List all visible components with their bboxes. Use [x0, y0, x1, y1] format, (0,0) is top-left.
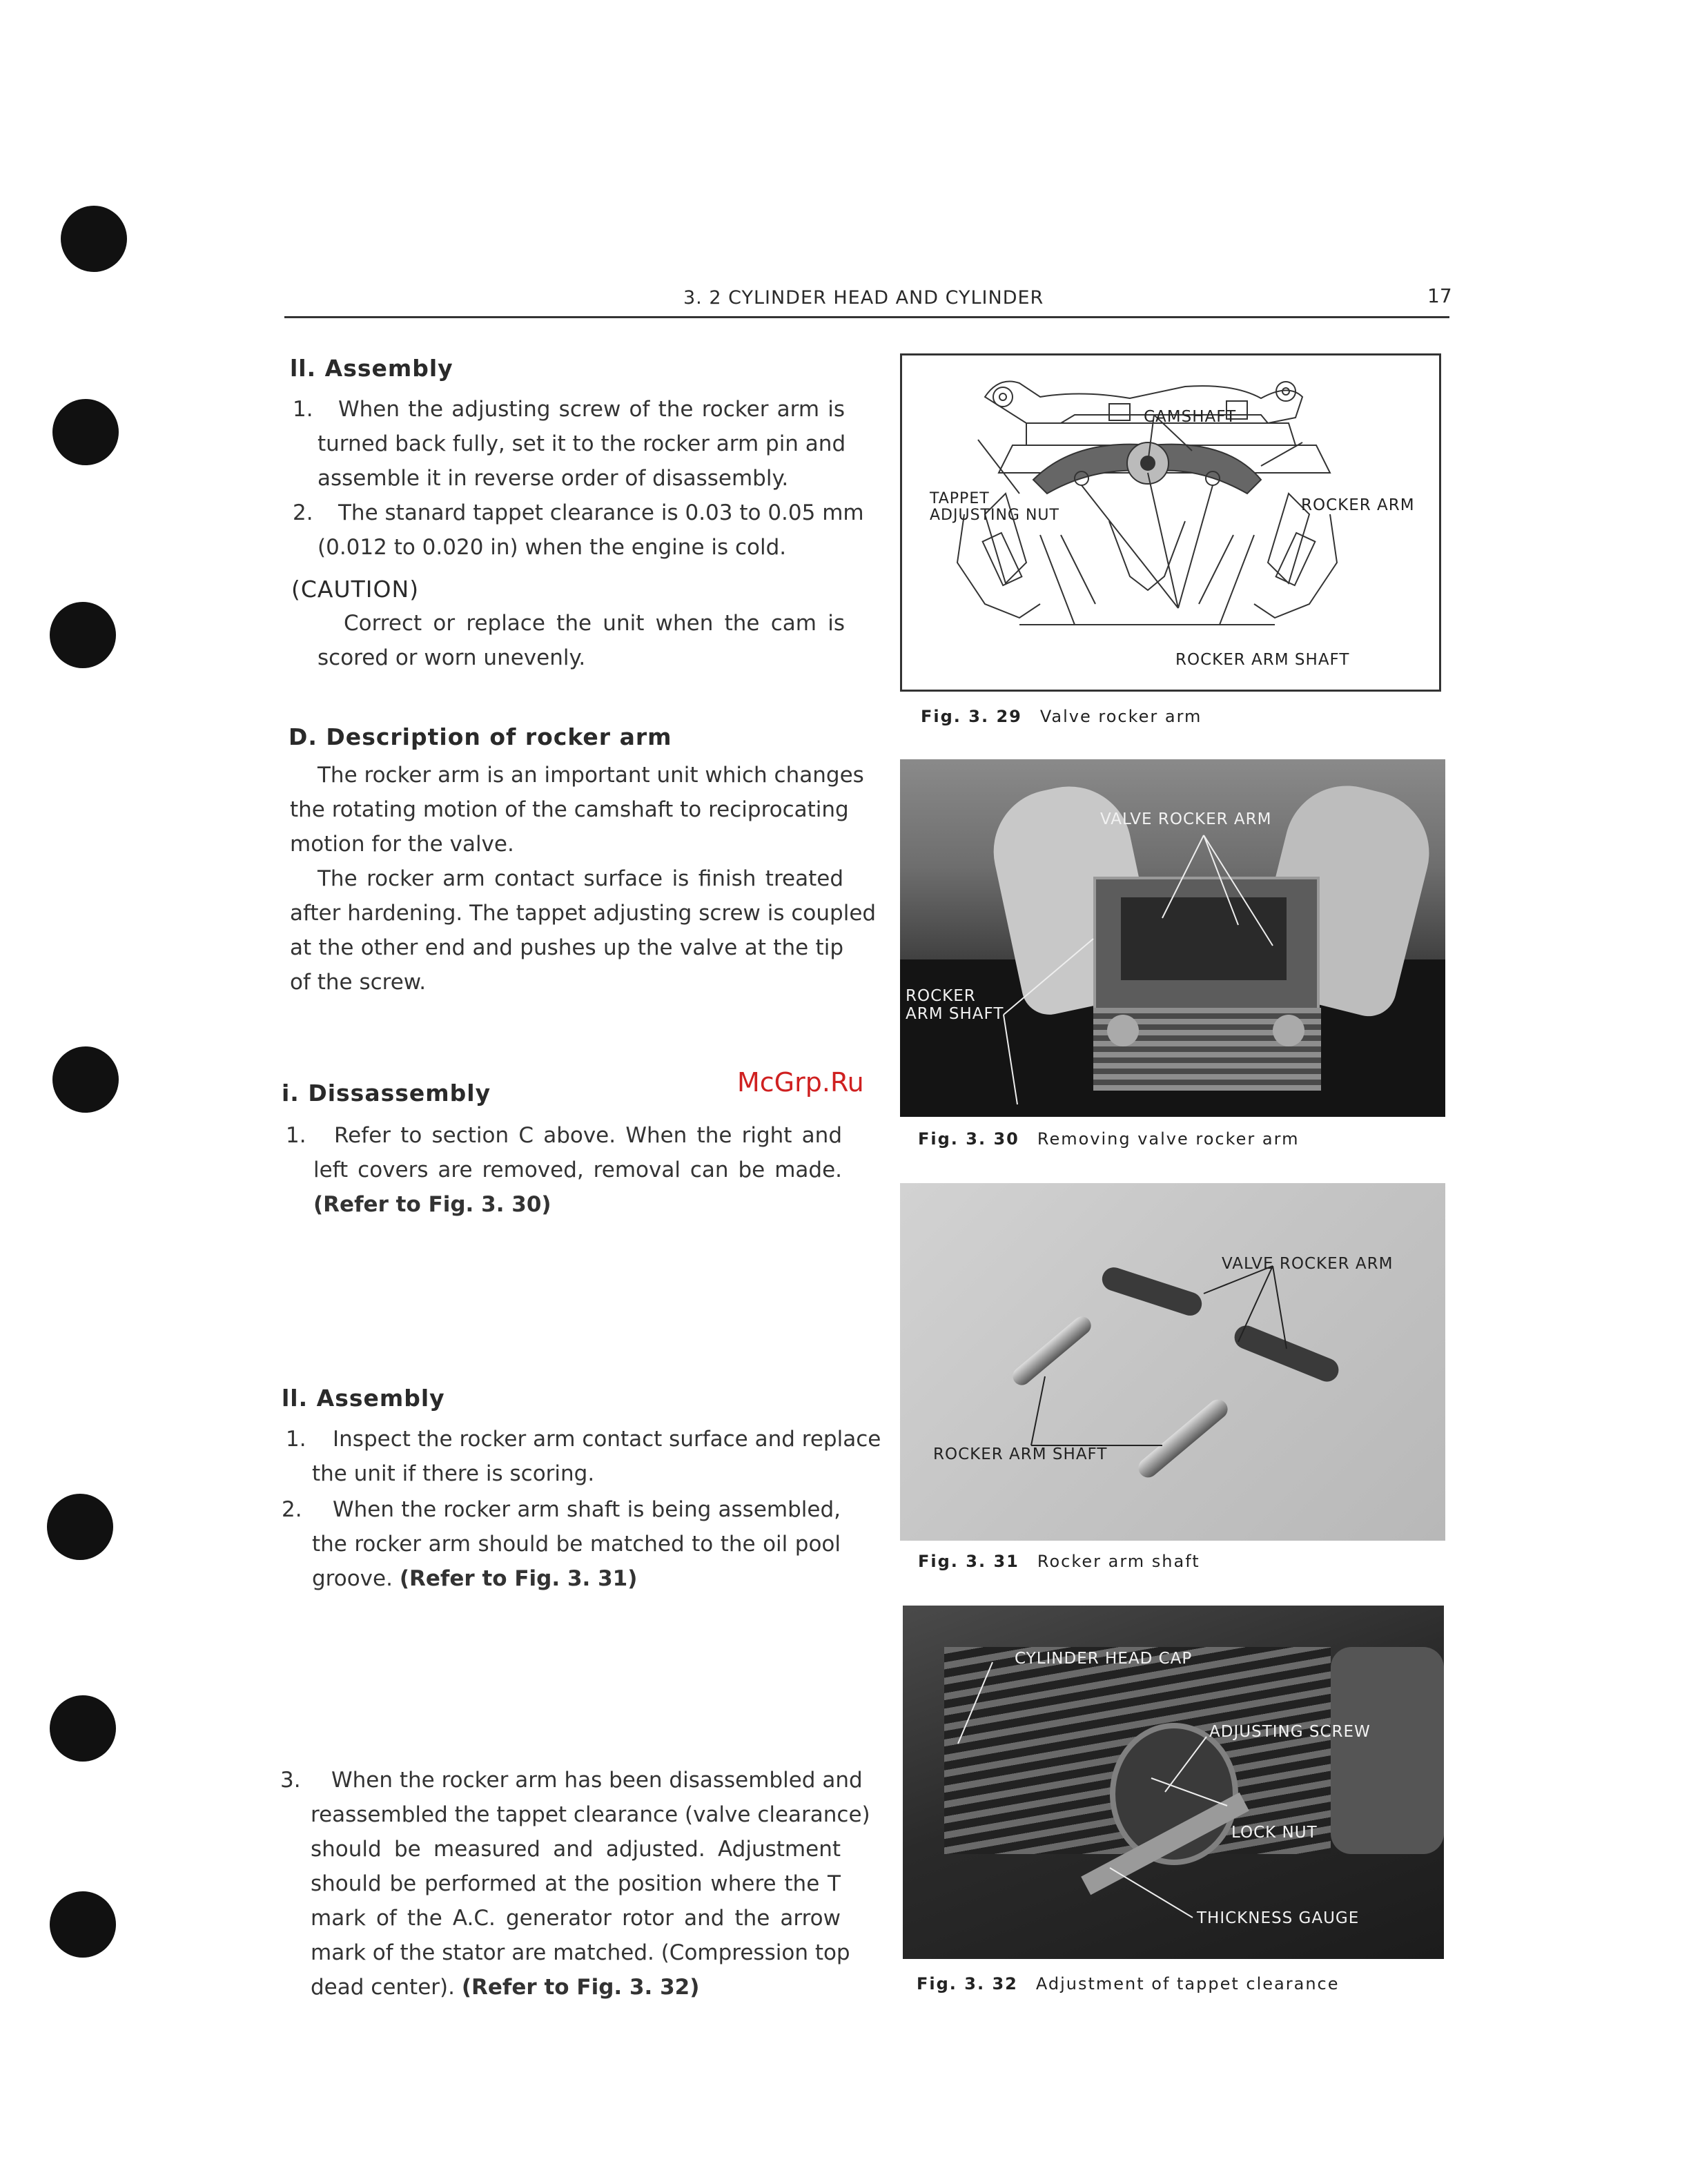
assembly-heading: ll. Assembly: [290, 355, 453, 382]
assembly-item-1-number: 1.: [293, 397, 313, 422]
text-line: [311, 1970, 841, 2005]
text-line: should be performed at the position where the T: [311, 1871, 841, 1896]
text-line: the rocker arm should be matched to the oil pool: [312, 1532, 841, 1557]
fig330-label-valve-rocker-arm: VALVE ROCKER ARM: [1100, 810, 1272, 828]
text-line: at the other end and pushes up the valve at the tip: [290, 935, 843, 960]
figure-3-32-caption: [917, 1974, 1340, 1993]
text-line: after hardening. The tappet adjusting screw is coupled: [290, 901, 877, 926]
photo-leader-lines: [900, 1183, 1445, 1541]
figure-number: Fig. 3. 29: [921, 707, 1022, 726]
description-paragraph-2: [290, 861, 877, 1000]
assembly-item-2-text: [317, 496, 864, 565]
text-line: reassembled the tappet clearance (valve clearance): [311, 1802, 870, 1827]
binder-hole: [50, 602, 116, 668]
disassembly-heading: i. Dissassembly: [282, 1080, 491, 1106]
text-line: mark of the A.C. generator rotor and the arrow: [311, 1906, 841, 1931]
fig331-label-valve-rocker-arm: VALVE ROCKER ARM: [1222, 1255, 1394, 1273]
figure-3-30-caption: [918, 1129, 1299, 1149]
binder-hole: [50, 1695, 116, 1762]
figure-3-32-photo: [903, 1606, 1444, 1959]
text-line: (0.012 to 0.020 in) when the engine is cold.: [317, 535, 787, 560]
fig329-label-adjusting-nut: ADJUSTING NUT: [930, 507, 1059, 524]
watermark: McGrp.Ru: [737, 1067, 864, 1098]
figure-3-29-frame: [900, 353, 1441, 692]
figure-caption-text: Rocker arm shaft: [1037, 1552, 1200, 1571]
text-line: [312, 1561, 841, 1596]
text-line: The rocker arm is an important unit which changes: [317, 763, 864, 788]
text-tail: groove.: [312, 1566, 393, 1591]
assembly-item-2-text: [312, 1492, 841, 1596]
assembly-item-3-number: 3.: [280, 1768, 301, 1793]
disassembly-item-text: [313, 1118, 842, 1222]
assembly-item-1-number: 1.: [286, 1427, 306, 1452]
fig331-label-rocker-arm-shaft: ROCKER ARM SHAFT: [933, 1445, 1108, 1463]
text-line: Inspect the rocker arm contact surface and replace: [333, 1427, 881, 1452]
fig332-label-adjusting-screw: ADJUSTING SCREW: [1209, 1723, 1371, 1741]
assembly-item-1-text: [317, 392, 845, 496]
figure-number: Fig. 3. 31: [918, 1552, 1019, 1571]
description-paragraph-1: [290, 758, 864, 861]
text-line: Correct or replace the unit when the cam is: [344, 611, 845, 636]
caution-text: [317, 606, 845, 675]
figure-caption-text: Removing valve rocker arm: [1037, 1129, 1300, 1149]
figure-caption-text: Adjustment of tappet clearance: [1035, 1974, 1340, 1993]
fig330-label-rocker: ROCKER: [906, 987, 976, 1005]
figure-number: Fig. 3. 30: [918, 1129, 1019, 1149]
assembly-item-2-number: 2.: [282, 1497, 302, 1522]
text-line: The rocker arm contact surface is finish treated: [317, 866, 843, 891]
text-line: motion for the valve.: [290, 832, 514, 857]
text-line: scored or worn unevenly.: [317, 645, 586, 670]
text-line: assemble it in reverse order of disassembly.: [317, 466, 789, 491]
header-rule: [284, 316, 1449, 318]
text-line: Refer to section C above. When the right and: [334, 1123, 842, 1148]
figure-3-31-caption: [918, 1552, 1200, 1571]
section-title: 3. 2 CYLINDER HEAD AND CYLINDER: [683, 287, 1044, 309]
text-line: of the screw.: [290, 970, 427, 995]
fig329-label-rocker-arm: ROCKER ARM: [1301, 496, 1415, 514]
assembly-heading: ll. Assembly: [282, 1385, 445, 1412]
fig332-label-lock-nut: LOCK NUT: [1231, 1824, 1318, 1842]
binder-hole: [52, 399, 119, 465]
text-line: The stanard tappet clearance is 0.03 to 0.05 mm: [338, 500, 864, 525]
text-line: mark of the stator are matched. (Compression top: [311, 1940, 850, 1965]
valve-rocker-arm-diagram: [902, 355, 1439, 690]
text-line: When the adjusting screw of the rocker arm is: [338, 397, 845, 422]
binder-hole: [61, 206, 127, 272]
figure-caption-text: Valve rocker arm: [1039, 707, 1202, 726]
binder-hole: [52, 1046, 119, 1113]
text-tail: dead center).: [311, 1975, 455, 2000]
fig329-label-rocker-arm-shaft: ROCKER ARM SHAFT: [1175, 651, 1350, 669]
page-number: 17: [1427, 284, 1452, 307]
text-line: the rotating motion of the camshaft to reciprocating: [290, 797, 849, 822]
text-line: should be measured and adjusted. Adjustment: [311, 1837, 841, 1862]
figure-reference: (Refer to Fig. 3. 30): [313, 1192, 551, 1217]
text-line: the unit if there is scoring.: [312, 1461, 595, 1486]
binder-hole: [47, 1494, 113, 1560]
fig329-label-tappet: TAPPET: [930, 490, 990, 507]
description-heading: D. Description of rocker arm: [289, 723, 672, 750]
figure-number: Fig. 3. 32: [917, 1974, 1018, 1993]
disassembly-item-number: 1.: [286, 1123, 306, 1148]
binder-hole: [50, 1891, 116, 1958]
text-line: turned back fully, set it to the rocker arm pin and: [317, 431, 846, 456]
figure-reference: (Refer to Fig. 3. 31): [399, 1566, 638, 1591]
text-line: left covers are removed, removal can be made.: [313, 1158, 842, 1182]
assembly-item-3-text: [311, 1763, 870, 2005]
fig332-label-cylinder-head-cap: CYLINDER HEAD CAP: [1015, 1650, 1193, 1668]
fig329-label-camshaft: CAMSHAFT: [1144, 408, 1237, 426]
figure-reference: (Refer to Fig. 3. 32): [461, 1975, 700, 2000]
text-line: When the rocker arm shaft is being assembled,: [333, 1497, 841, 1522]
figure-3-29-caption: [921, 707, 1202, 726]
fig330-label-arm-shaft: ARM SHAFT: [906, 1005, 1004, 1023]
figure-3-31-photo: [900, 1183, 1445, 1541]
text-line: When the rocker arm has been disassembled and: [331, 1768, 863, 1793]
fig332-label-thickness-gauge: THICKNESS GAUGE: [1197, 1909, 1360, 1927]
caution-label: (CAUTION): [291, 576, 420, 603]
assembly-item-2-number: 2.: [293, 500, 313, 525]
figure-3-30-photo: [900, 759, 1445, 1117]
assembly-item-1-text: [312, 1422, 881, 1491]
